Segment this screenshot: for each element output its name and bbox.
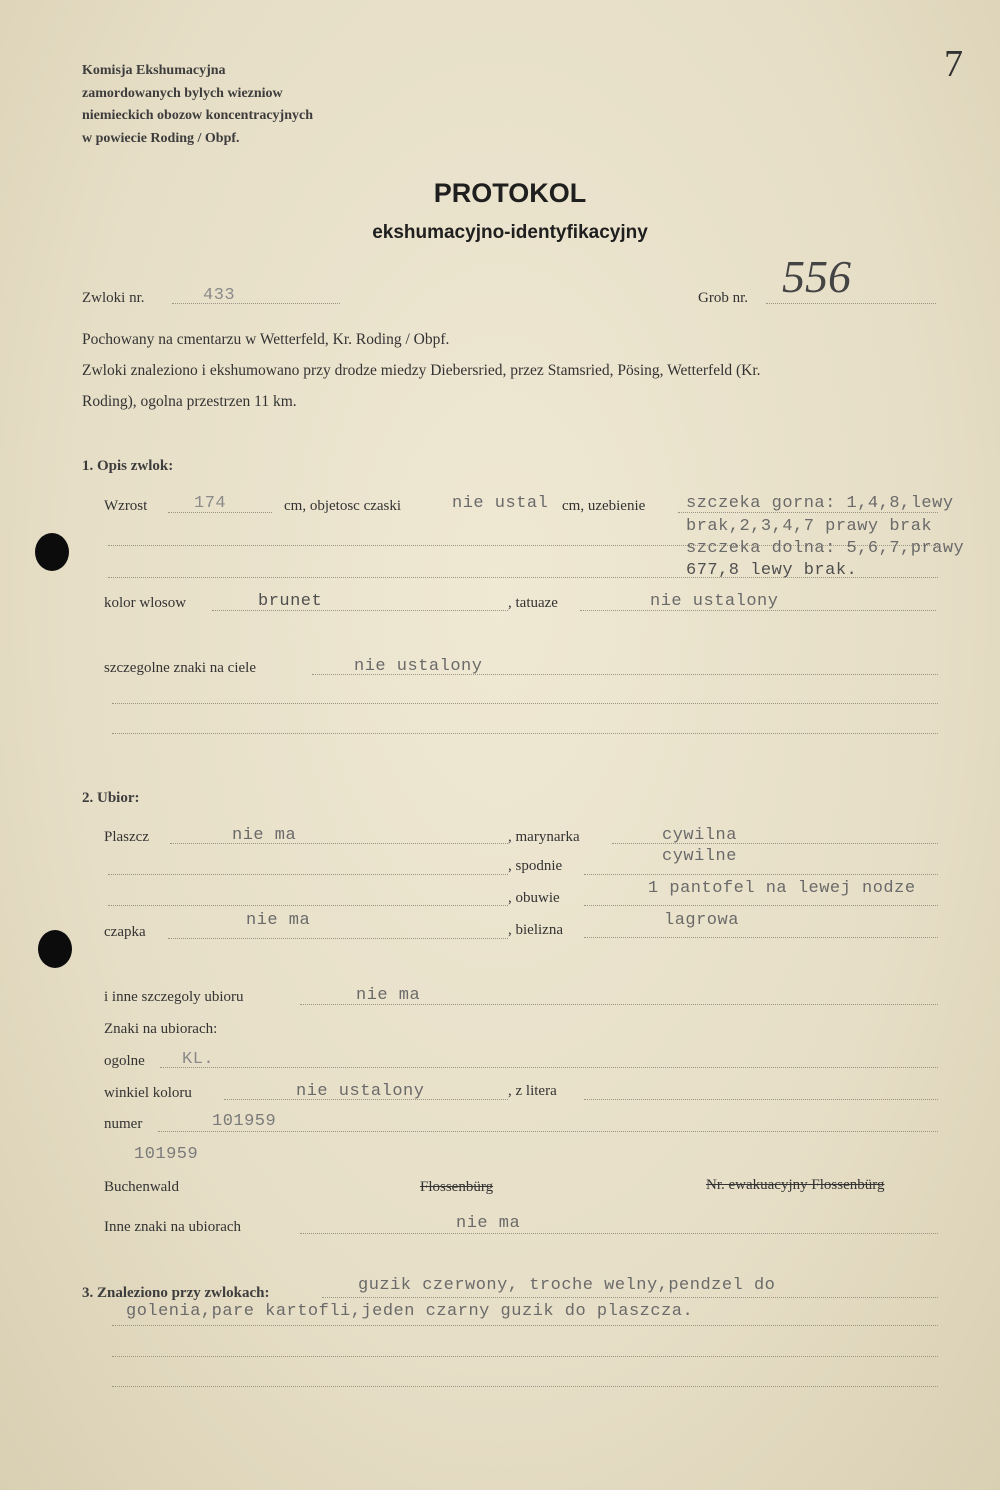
znaleziono-line-1: guzik czerwony, troche welny,pendzel do	[358, 1276, 776, 1295]
flossenburg-label: Flossenbürg	[420, 1179, 494, 1195]
winkiel-value: nie ustalony	[296, 1082, 425, 1101]
marynarka-value: cywilna	[662, 826, 737, 845]
kolor-wlosow-label: kolor wlosow	[104, 595, 187, 611]
punch-hole	[38, 930, 72, 968]
kolor-wlosow-value: brunet	[258, 592, 323, 611]
section-3-heading: 3. Znaleziono przy zwlokach:	[82, 1285, 270, 1301]
org-line: zamordowanych bylych wiezniow	[82, 85, 283, 101]
spodnie-label: , spodnie	[508, 858, 563, 874]
znaki-na-ubiorach-heading: Znaki na ubiorach:	[104, 1021, 218, 1037]
spodnie-value: cywilne	[662, 847, 737, 866]
zwloki-value: 433	[203, 286, 236, 305]
org-line: niemieckich obozow koncentracyjnych	[82, 108, 313, 123]
intro-line-2: Zwloki znaleziono i ekshumowano przy drodze miedzy Diebersried, przez Stamsried, Pösing, Wetterfeld (Kr.	[82, 362, 761, 379]
document-title: PROTOKOL	[433, 178, 587, 208]
document-subtitle: ekshumacyjno-identyfikacyjny	[372, 222, 648, 243]
czaszka-label: cm, objetosc czaski	[284, 498, 402, 514]
grob-value: 556	[782, 251, 851, 302]
marynarka-label: , marynarka	[508, 829, 580, 845]
wzrost-value: 174	[194, 494, 227, 513]
numer-label: numer	[104, 1116, 143, 1132]
plaszcz-label: Plaszcz	[104, 829, 149, 845]
section-1-heading: 1. Opis zwlok:	[82, 458, 174, 474]
ogolne-label: ogolne	[104, 1053, 145, 1069]
plaszcz-value: nie ma	[232, 826, 297, 845]
zwloki-label: Zwloki nr.	[82, 290, 145, 306]
tatuaze-label: , tatuaze	[508, 595, 558, 611]
inne-znaki-label: Inne znaki na ubiorach	[104, 1219, 242, 1235]
punch-hole	[35, 533, 69, 571]
winkiel-label: winkiel koloru	[104, 1085, 192, 1101]
uzebienie-line: 677,8 lewy brak.	[686, 561, 858, 580]
znaleziono-line-2: golenia,pare kartofli,jeden czarny guzik do plaszcza.	[126, 1302, 694, 1321]
obuwie-label: , obuwie	[508, 890, 560, 906]
inne-szczegoly-value: nie ma	[356, 986, 421, 1005]
bielizna-label: , bielizna	[508, 922, 563, 938]
ogolne-value: KL.	[182, 1050, 215, 1069]
obuwie-value: 1 pantofel na lewej nodze	[648, 879, 916, 898]
page-number: 7	[944, 43, 963, 85]
org-line: w powiecie Roding / Obpf.	[82, 130, 240, 146]
uzebienie-line: szczeka dolna: 5,6,7,prawy	[686, 539, 965, 558]
buchenwald-label: Buchenwald	[104, 1179, 179, 1195]
czapka-label: czapka	[104, 924, 146, 940]
org-header	[82, 60, 313, 150]
inne-szczegoly-label: i inne szczegoly ubioru	[104, 989, 244, 1005]
intro-line-3: Roding), ogolna przestrzen 11 km.	[82, 393, 297, 410]
uzebienie-line: brak,2,3,4,7 prawy brak	[686, 517, 933, 536]
wzrost-label: Wzrost	[104, 498, 148, 514]
bielizna-value: lagrowa	[664, 911, 739, 930]
uzebienie-line: szczeka gorna: 1,4,8,lewy	[686, 494, 954, 513]
org-line: Komisja Ekshumacyjna	[82, 63, 226, 78]
grob-label: Grob nr.	[698, 290, 748, 306]
czaszka-value: nie ustal	[452, 494, 549, 513]
tatuaze-value: nie ustalony	[650, 592, 779, 611]
znaki-na-ciele-value: nie ustalony	[354, 657, 483, 676]
numer-value-second: 101959	[134, 1145, 199, 1164]
section-2-heading: 2. Ubior:	[82, 790, 140, 806]
czapka-value: nie ma	[246, 911, 311, 930]
znaki-na-ciele-label: szczegolne znaki na ciele	[104, 660, 256, 676]
z-litera-label: , z litera	[508, 1083, 557, 1099]
numer-value: 101959	[212, 1112, 277, 1131]
intro-line-1: Pochowany na cmentarzu w Wetterfeld, Kr. Roding / Obpf.	[82, 331, 450, 348]
inne-znaki-value: nie ma	[456, 1214, 521, 1233]
uzebienie-label: cm, uzebienie	[562, 498, 646, 514]
ewakuacyjny-label: Nr. ewakuacyjny Flossenbürg	[706, 1177, 885, 1193]
